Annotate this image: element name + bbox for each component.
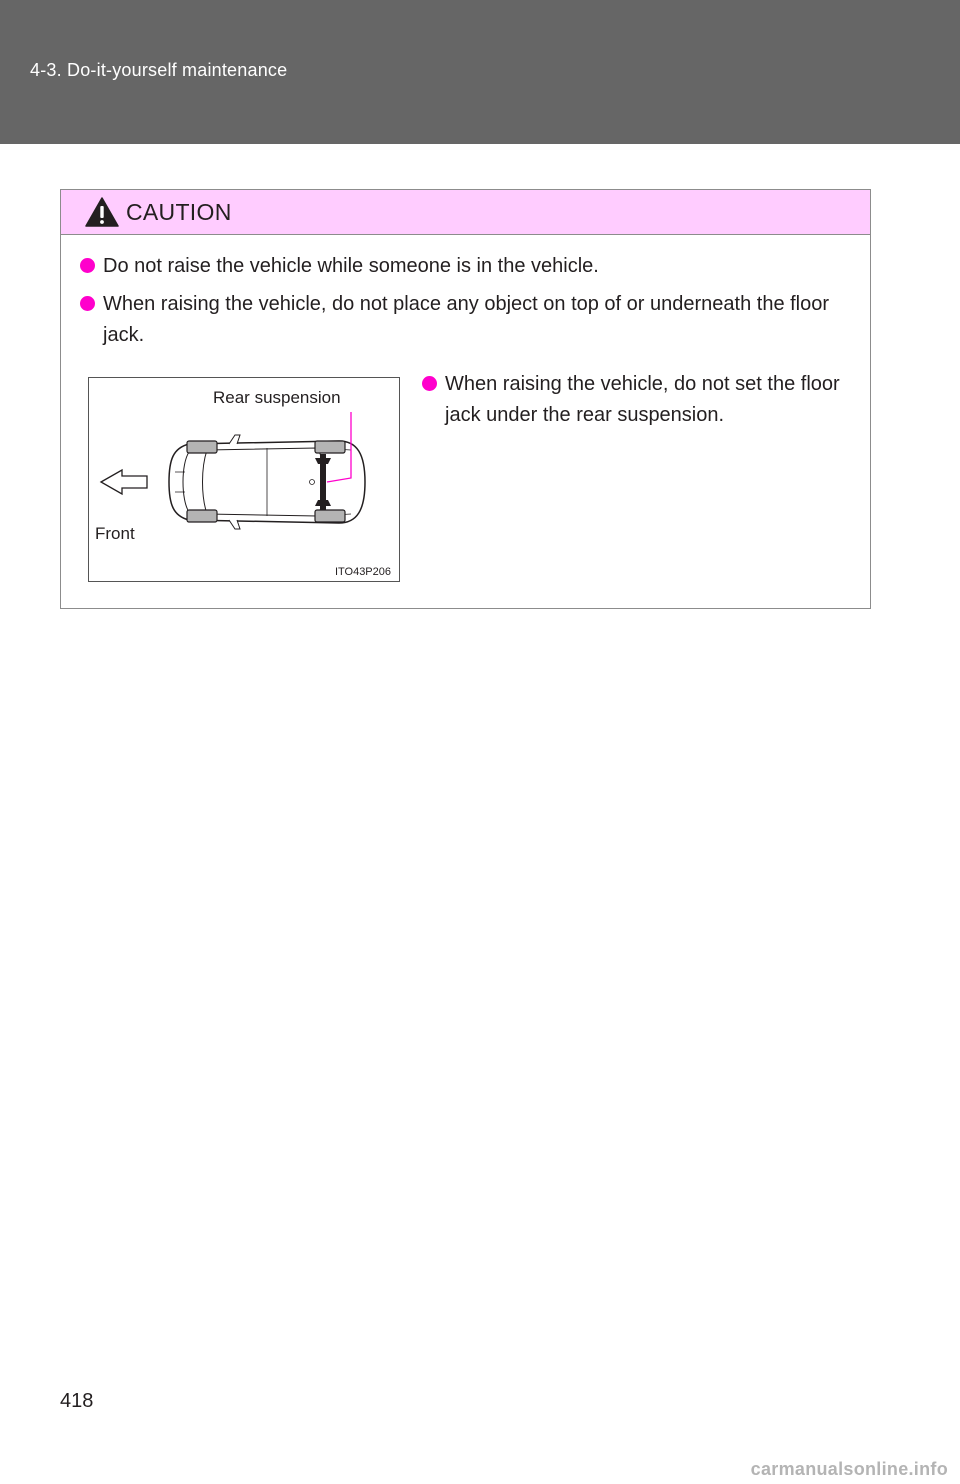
warning-triangle-icon [85, 197, 119, 227]
bullet-text: Do not raise the vehicle while someone is in the vehicle. [103, 255, 599, 277]
watermark: carmanualsonline.info [750, 1459, 948, 1479]
caution-bullet [80, 251, 860, 282]
vehicle-diagram [88, 377, 400, 582]
figure-code: ITO43P206 [334, 566, 391, 578]
bullet-dot-icon [80, 258, 95, 273]
header-band [0, 0, 960, 144]
bullet-text: When raising the vehicle, do not place any object on top of or underneath the floor jack. [103, 293, 830, 346]
rear-suspension-label: Rear suspension [213, 388, 341, 407]
caution-bullet [422, 369, 862, 431]
page-number: 418 [60, 1390, 94, 1412]
caution-box [60, 189, 871, 609]
front-label: Front [95, 524, 135, 543]
caution-title: CAUTION [126, 199, 232, 225]
bullet-text: When raising the vehicle, do not set the floor jack under the rear suspension. [445, 373, 840, 426]
bullet-dot-icon [422, 376, 437, 391]
bullet-dot-icon [80, 296, 95, 311]
section-title: 4-3. Do-it-yourself maintenance [30, 60, 288, 80]
caution-bullet [80, 289, 870, 351]
caution-header [61, 190, 870, 235]
vehicle-top-view-illustration [89, 378, 399, 581]
